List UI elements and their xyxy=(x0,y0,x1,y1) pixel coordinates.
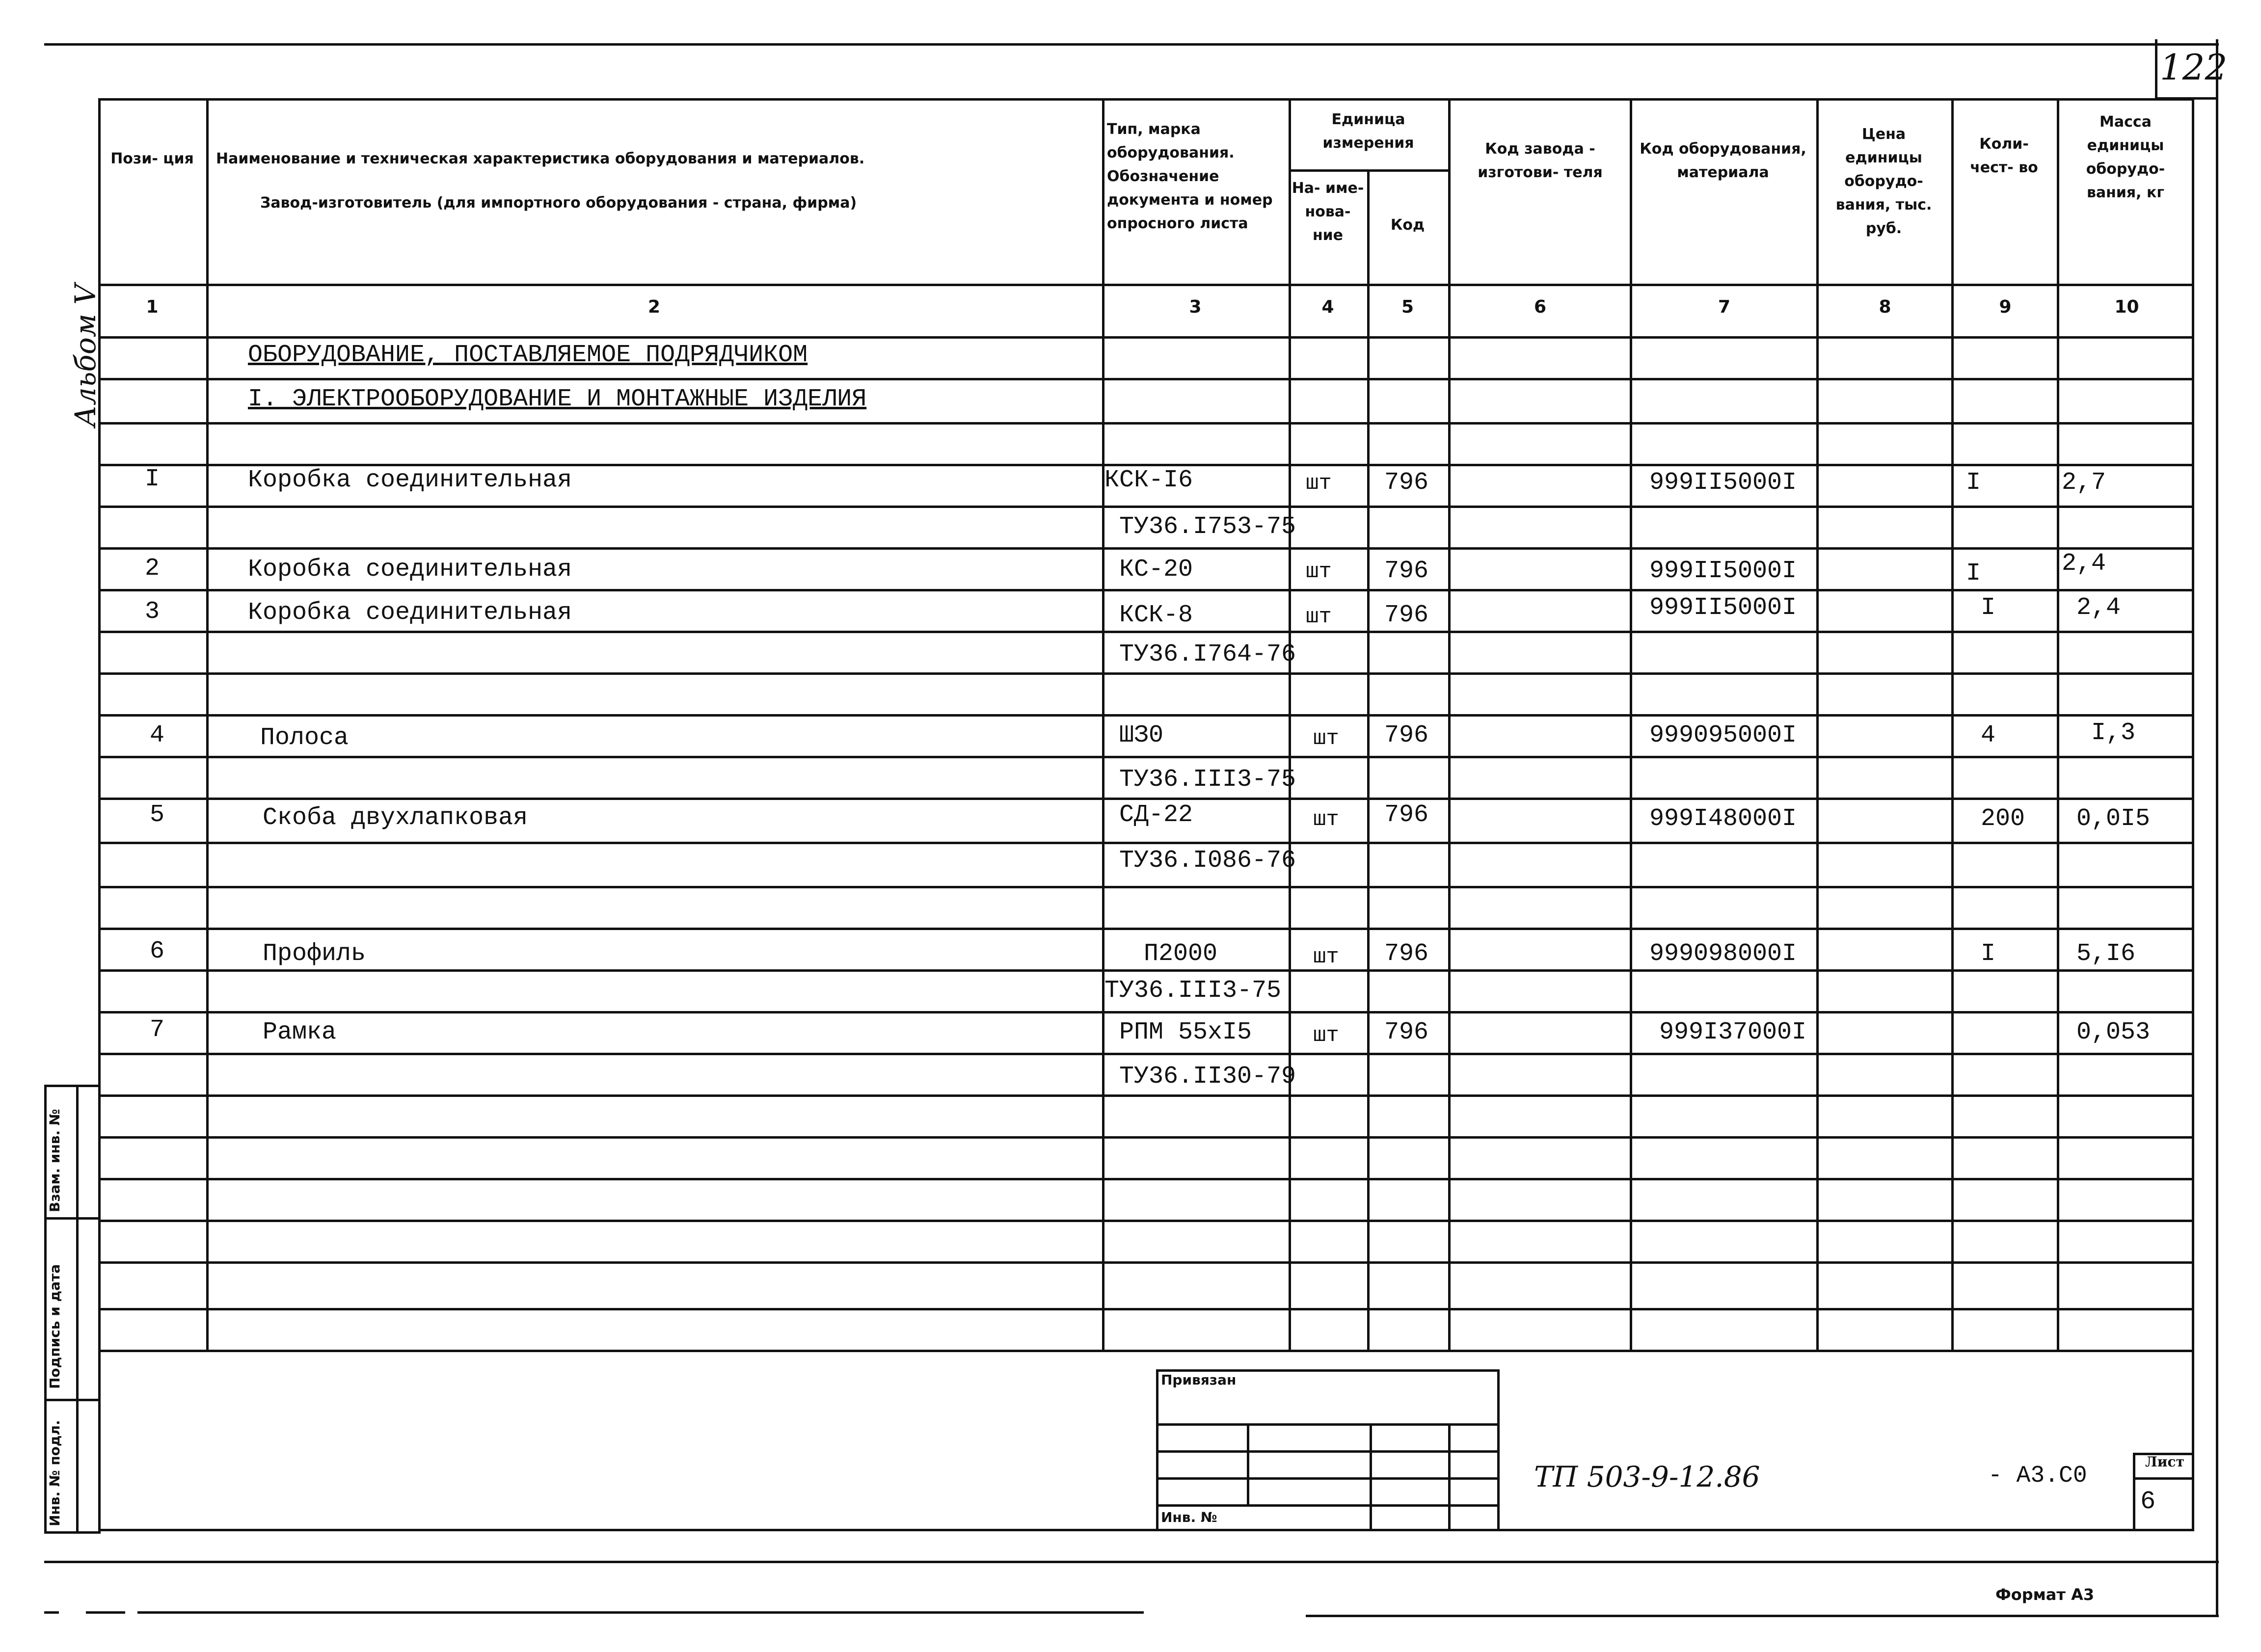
sheet-corner-number: 122 xyxy=(2160,47,2228,88)
header-price: Цена единицы оборудо- вания, тыс. руб. xyxy=(1835,126,1932,237)
side-stamp-divider xyxy=(44,1399,101,1401)
row-quantity: 4 xyxy=(1980,721,1995,749)
column-number: 4 xyxy=(1321,297,1334,317)
row-unit: шт xyxy=(1306,471,1332,496)
row-position: 4 xyxy=(149,721,164,749)
row-type: ТУ36.I764-76 xyxy=(1119,640,1296,668)
header-name-line1: Наименование и техническая характеристика оборудования и материалов. xyxy=(216,150,865,167)
header-bottom-line xyxy=(98,284,2194,286)
row-equipment-code: 999II5000I xyxy=(1649,469,1797,497)
sheet-number: 6 xyxy=(2140,1487,2156,1516)
right-margin-line xyxy=(2216,39,2218,1617)
bottom-margin-line-left xyxy=(44,1561,2219,1563)
header-unit-group: Единица измерения xyxy=(1322,111,1414,152)
row-line xyxy=(98,714,2194,717)
row-unit: шт xyxy=(1313,1023,1339,1048)
row-type: ТУ36.II30-79 xyxy=(1119,1063,1296,1091)
row-name: Скоба двухлапковая xyxy=(263,804,528,832)
sheet-code: - А3.С0 xyxy=(1988,1463,2087,1489)
row-unit: шт xyxy=(1306,605,1332,629)
side-stamp-inv-orig: Инв. № подл. xyxy=(47,1420,63,1526)
row-line xyxy=(98,1308,2194,1310)
corner-box-left xyxy=(2155,39,2157,97)
row-line xyxy=(98,1053,2194,1055)
row-unit-code: 796 xyxy=(1384,469,1429,497)
stamp-inv-label: Инв. № xyxy=(1161,1509,1217,1525)
column-number: 8 xyxy=(1879,297,1891,317)
row-mass: 0,053 xyxy=(2076,1018,2151,1046)
side-stamp-bottom xyxy=(44,1531,101,1534)
col-line-8 xyxy=(1951,98,1954,1350)
row-type: ШЗ0 xyxy=(1119,721,1164,749)
row-quantity: I xyxy=(1965,560,1981,587)
row-quantity: I xyxy=(1980,594,1995,622)
row-line xyxy=(98,1220,2194,1222)
header-position: Пози- ция xyxy=(110,150,194,167)
column-number: 5 xyxy=(1401,297,1414,317)
row-position: 7 xyxy=(149,1016,164,1044)
stamp-col-line xyxy=(1247,1423,1249,1504)
row-unit-code: 796 xyxy=(1384,721,1429,749)
trim-line xyxy=(137,1611,1144,1614)
row-equipment-code: 999098000I xyxy=(1649,940,1797,968)
row-mass: 0,0I5 xyxy=(2076,805,2151,833)
row-line xyxy=(98,378,2194,380)
format-label: Формат А3 xyxy=(1995,1585,2095,1604)
row-unit-code: 796 xyxy=(1384,801,1429,829)
column-number: 7 xyxy=(1718,297,1731,317)
row-unit-code: 796 xyxy=(1384,1018,1429,1046)
row-equipment-code: 999I37000I xyxy=(1659,1018,1807,1046)
col-line-1 xyxy=(206,98,209,1350)
row-quantity: I xyxy=(1980,940,1995,968)
row-type: ТУ36.III3-75 xyxy=(1104,977,1282,1005)
row-mass: 2,7 xyxy=(2062,469,2106,497)
document-code: ТП 503-9-12.86 xyxy=(1534,1460,1760,1493)
row-position: 6 xyxy=(149,937,164,965)
row-type: ТУ36.III3-75 xyxy=(1119,766,1296,794)
column-number: 9 xyxy=(1999,297,2012,317)
row-position: I xyxy=(144,465,160,493)
row-name: Коробка соединительная xyxy=(248,599,572,627)
row-line xyxy=(98,589,2194,591)
col-line-6 xyxy=(1630,98,1632,1350)
row-equipment-code: 999I48000I xyxy=(1649,805,1797,833)
header-factory-code: Код завода - изготови- теля xyxy=(1478,140,1603,181)
row-position: 5 xyxy=(149,801,164,829)
row-type: КСК-8 xyxy=(1119,601,1193,629)
header-quantity: Коли- чест- во xyxy=(1970,135,2038,176)
row-line xyxy=(98,547,2194,550)
col-line-7 xyxy=(1816,98,1819,1350)
col-line-3 xyxy=(1289,98,1291,1350)
side-stamp-replace-inv: Взам. инв. № xyxy=(47,1109,63,1212)
row-name: Рамка xyxy=(263,1018,337,1046)
row-mass: 2,4 xyxy=(2076,594,2121,622)
row-line xyxy=(98,969,2194,972)
row-equipment-code: 999II5000I xyxy=(1649,594,1797,622)
top-margin-line xyxy=(44,43,2219,46)
row-line xyxy=(98,1261,2194,1264)
header-name-line2: Завод-изготовитель (для импортного оборудования - страна, фирма) xyxy=(260,194,857,212)
row-type: П2000 xyxy=(1144,940,1218,968)
row-type: ТУ36.I086-76 xyxy=(1119,847,1296,875)
row-unit: шт xyxy=(1313,807,1339,832)
stamp-col-line xyxy=(1448,1423,1451,1531)
row-unit-code: 796 xyxy=(1384,557,1429,585)
row-type: СД-22 xyxy=(1119,801,1193,829)
row-line xyxy=(98,928,2194,930)
row-type: ТУ36.I753-75 xyxy=(1119,513,1296,541)
row-line xyxy=(98,756,2194,758)
column-number: 3 xyxy=(1189,297,1202,317)
column-number: 6 xyxy=(1534,297,1547,317)
row-mass: I,3 xyxy=(2091,719,2136,747)
row-line xyxy=(98,631,2194,633)
row-unit: шт xyxy=(1313,726,1339,751)
row-line xyxy=(98,1094,2194,1097)
table-body-bottom-line xyxy=(98,1350,2194,1352)
row-unit: шт xyxy=(1313,945,1339,969)
row-name: Коробка соединительная xyxy=(248,556,572,584)
row-name: Профиль xyxy=(263,940,366,968)
row-line xyxy=(98,1011,2194,1013)
header-equipment-code: Код оборудования, материала xyxy=(1640,140,1806,181)
row-line xyxy=(98,886,2194,888)
row-mass: 2,4 xyxy=(2062,550,2106,578)
stamp-linked-label: Привязан xyxy=(1161,1372,1237,1388)
row-position: 2 xyxy=(144,555,160,583)
column-number: 10 xyxy=(2114,297,2139,317)
col-line-4 xyxy=(1367,169,1370,1350)
column-number-line xyxy=(98,336,2194,339)
side-stamp-signature-date: Подпись и дата xyxy=(47,1264,63,1389)
side-stamp-divider xyxy=(44,1217,101,1220)
trim-mark xyxy=(44,1611,59,1614)
row-unit-code: 796 xyxy=(1384,940,1429,968)
row-equipment-code: 999II5000I xyxy=(1649,557,1797,585)
column-number: 2 xyxy=(647,297,661,317)
row-type: КСК-I6 xyxy=(1104,466,1193,494)
row-line xyxy=(98,1178,2194,1180)
side-stamp-top xyxy=(44,1085,101,1087)
section-title: ОБОРУДОВАНИЕ, ПОСТАВЛЯЕМОЕ ПОДРЯДЧИКОМ xyxy=(248,341,808,369)
header-mass: Масса единицы оборудо- вания, кг xyxy=(2086,113,2165,201)
row-line xyxy=(98,672,2194,675)
column-number: 1 xyxy=(146,297,159,317)
row-unit: шт xyxy=(1306,560,1332,584)
row-quantity: I xyxy=(1965,469,1981,497)
row-line xyxy=(98,506,2194,508)
header-unit-name: На- име- нова- ние xyxy=(1292,180,1364,244)
row-name: Полоса xyxy=(260,724,349,752)
row-quantity: 200 xyxy=(1980,805,2025,833)
trim-line xyxy=(1306,1615,2219,1617)
col-line-2 xyxy=(1102,98,1104,1350)
row-type: КС-20 xyxy=(1119,556,1193,584)
header-unit-code: Код xyxy=(1390,216,1425,234)
album-label: Альбом V xyxy=(69,284,102,427)
trim-mark xyxy=(86,1611,125,1614)
side-stamp-right xyxy=(76,1085,79,1534)
col-line-5 xyxy=(1448,98,1451,1350)
header-type: Тип, марка оборудования. Обозначение документа и номер опросного листа xyxy=(1107,121,1273,232)
row-mass: 5,I6 xyxy=(2076,940,2136,968)
row-line xyxy=(98,798,2194,800)
row-line xyxy=(98,842,2194,844)
sheet-number-divider xyxy=(2133,1477,2194,1480)
row-name: Коробка соединительная xyxy=(248,466,572,494)
stamp-col-line xyxy=(1370,1423,1372,1531)
row-line xyxy=(98,422,2194,425)
sheet-label: Лист xyxy=(2145,1454,2184,1470)
row-type: РПМ 55хI5 xyxy=(1119,1018,1252,1046)
col-line-9 xyxy=(2057,98,2059,1350)
subsection-title: I. ЭЛЕКТРООБОРУДОВАНИЕ И МОНТАЖНЫЕ ИЗДЕЛИЯ xyxy=(248,385,867,413)
row-unit-code: 796 xyxy=(1384,601,1429,629)
row-line xyxy=(98,1136,2194,1139)
row-position: 3 xyxy=(144,598,160,626)
row-equipment-code: 999095000I xyxy=(1649,721,1797,749)
